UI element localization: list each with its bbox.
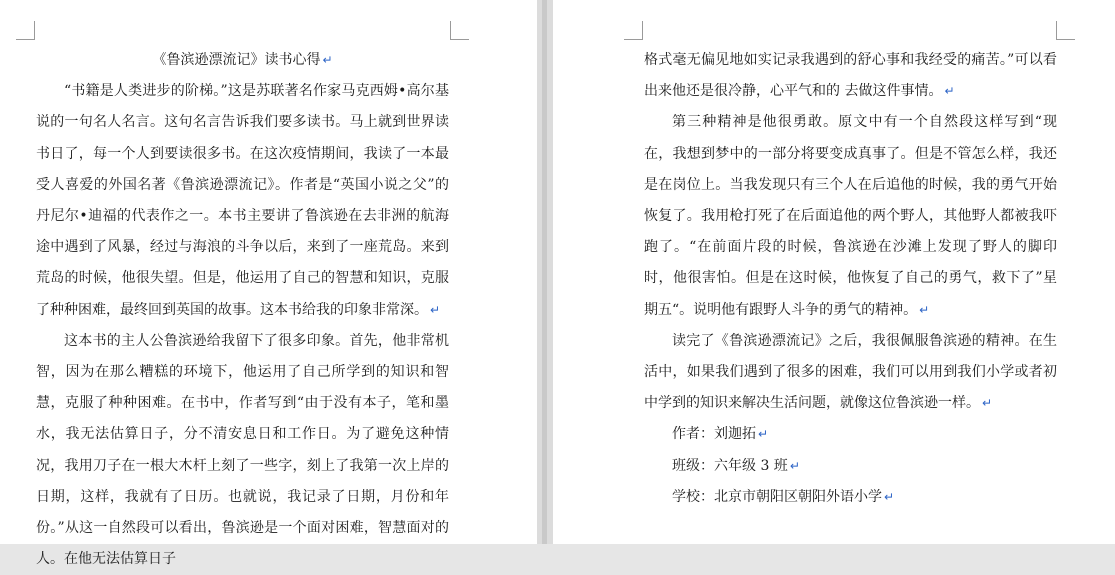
paragraph-mark-icon: ↵ xyxy=(758,427,769,442)
paragraph-mark-icon: ↵ xyxy=(884,489,895,504)
class-line: 班级：六年级 3 班 ↵ xyxy=(672,457,800,474)
paragraph-3: 第三种精神是他很勇敢。原文中有一个自然段这样写到“现在，我想到梦中的一部分将要变成真事了。但是不管怎么样，我还是在岗位上。当我发现只有三个人在后追他的时候，我的勇气开始恢复了。我用枪打死了在后面追他的两个野人，其他野人都被我吓跑了。“在前面片段的时候，鲁滨逊在沙滩上发现了野人的脚印时，他很害怕。但是在这时候，他恢复了自己的勇气，救下了”星期五“。说明他有跟野人斗争的勇气的精神。 ↵ xyxy=(644,114,1057,318)
paragraph-mark-icon: ↵ xyxy=(982,396,993,411)
document-body-left[interactable] xyxy=(36,45,449,575)
margin-corner-top-left xyxy=(624,21,643,40)
margin-corner-top-right xyxy=(450,21,469,40)
page-gap xyxy=(537,0,553,544)
paragraph-mark-icon: ↵ xyxy=(919,302,930,317)
school-line: 学校：北京市朝阳区朝阳外语小学 ↵ xyxy=(672,488,895,505)
paragraph-2: 这本书的主人公鲁滨逊给我留下了很多印象。首先，他非常机智，因为在那么糟糕的环境下，他运用了自己所学到的知识和智慧，克服了种种困难。在书中，作者写到“由于没有本子，笔和墨水，我无法估算日子，分不清安息日和工作日。为了避免这种情况，我用刀子在一根大木杆上刻了一些字，刻上了我第一次上岸的日期，这样，我就有了日历。也就说，我记录了日期，月份和年份。”从这一自然段可以看出，鲁滨逊是一个面对困难，智慧面对的人。在他无法估算日子 xyxy=(36,332,449,568)
author-line: 作者：刘迦拓 ↵ xyxy=(672,426,769,443)
paragraph-mark-icon: ↵ xyxy=(944,84,955,99)
margin-corner-top-left xyxy=(16,21,35,40)
document-page-right xyxy=(553,0,1115,544)
paragraph-mark-icon: ↵ xyxy=(322,53,333,67)
paragraph-mark-icon: ↵ xyxy=(430,302,441,317)
paragraph-4: 读完了《鲁滨逊漂流记》之后，我很佩服鲁滨逊的精神。在生活中，如果我们遇到了很多的困难，我们可以用到我们小学或者初中学到的知识来解决生活问题，就像这位鲁滨逊一样。 ↵ xyxy=(644,332,1057,412)
document-page-left xyxy=(0,0,537,568)
paragraph-1: “书籍是人类进步的阶梯。”这是苏联著名作家马克西姆•高尔基说的一句名人名言。这句名言告诉我们要多读书。马上就到世界读书日了，每一个人到要读很多书。在这次疫情期间，我读了一本最受人喜爱的外国名著《鲁滨逊漂流记》。作者是“英国小说之父”的丹尼尔•迪福的代表作之一。本书主要讲了鲁滨逊在去非洲的航海途中遇到了风暴，经过与海浪的斗争以后，来到了一座荒岛。来到荒岛的时候，他很失望。但是，他运用了自己的智慧和知识，克服了种种困难，最终回到英国的故事。这本书给我的印象非常深。 ↵ xyxy=(36,83,449,318)
paragraph-mark-icon: ↵ xyxy=(789,458,800,473)
document-body-right[interactable] xyxy=(644,45,1057,513)
margin-corner-top-right xyxy=(1056,21,1075,40)
document-title: 《鲁滨逊漂流记》读书心得 ↵ xyxy=(152,52,333,68)
paragraph-2-continued: 格式毫无偏见地如实记录我遇到的舒心事和我经受的痛苦。”可以看出来他还是很冷静，心平气和的 去做这件事情。 ↵ xyxy=(644,52,1057,100)
